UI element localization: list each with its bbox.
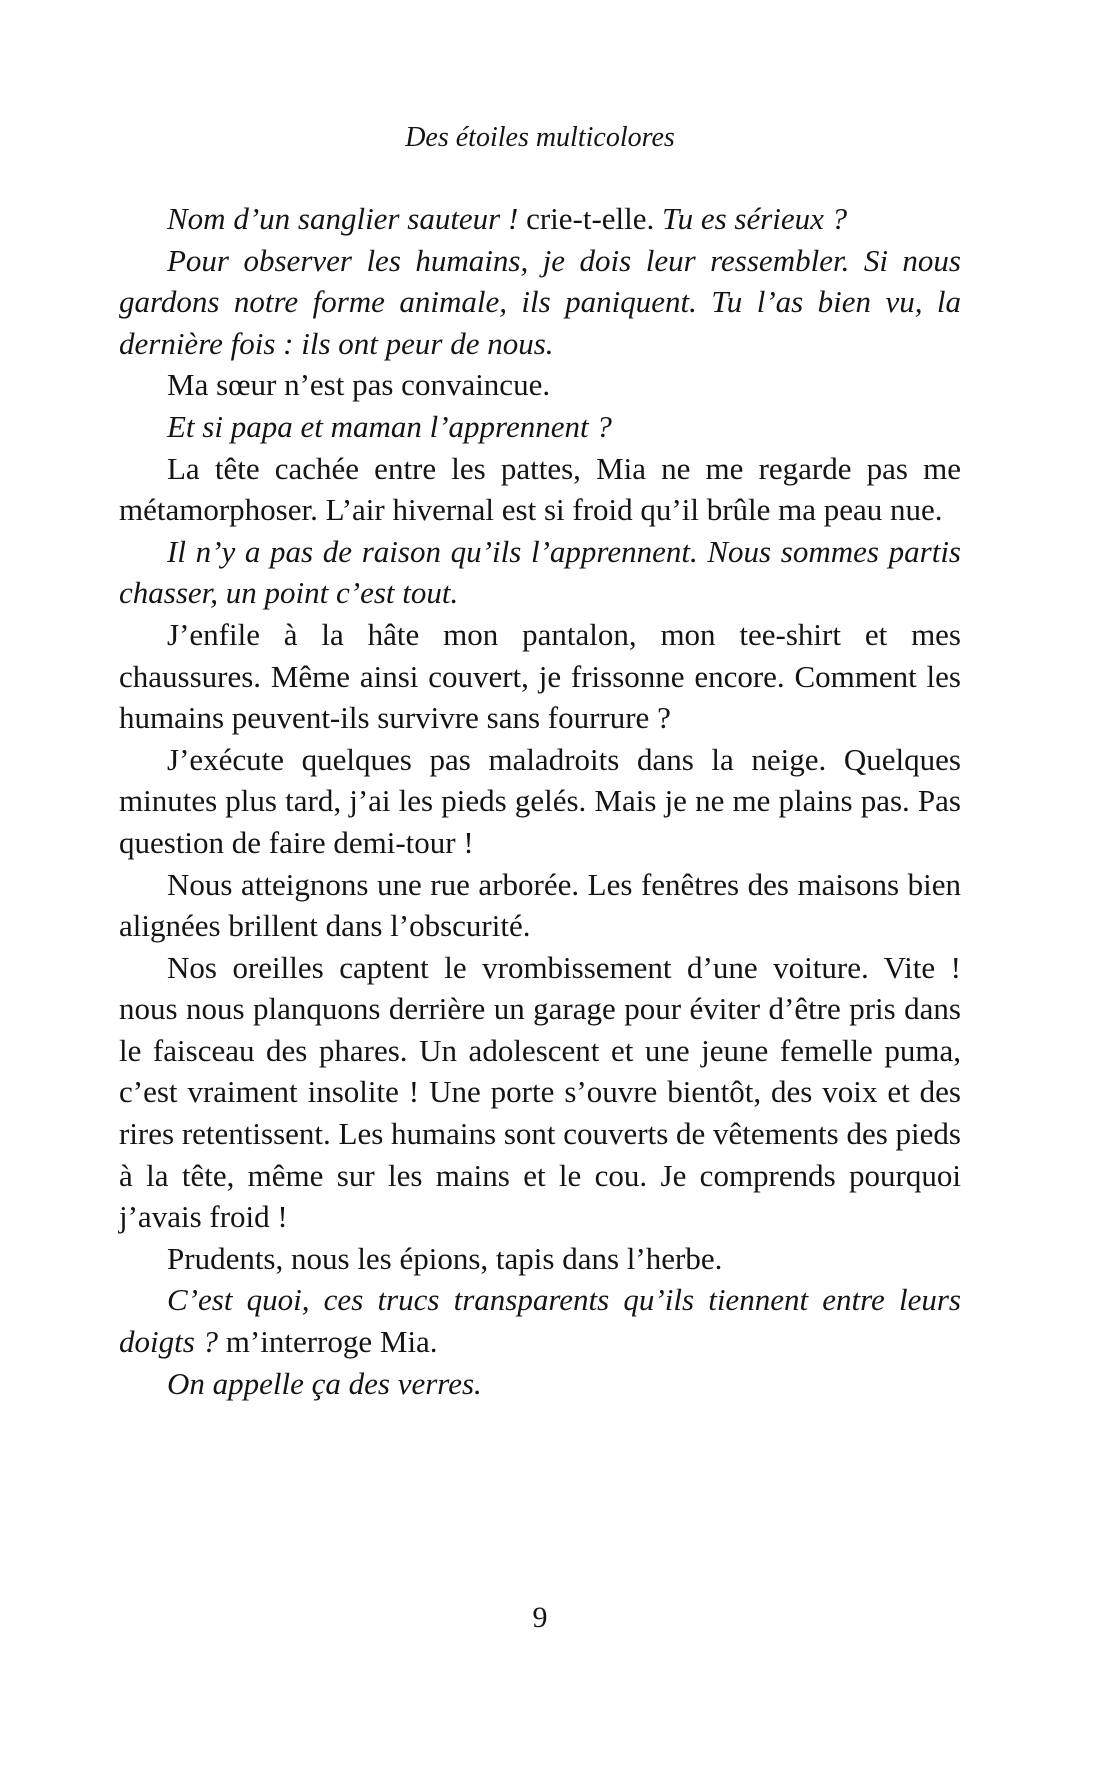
text-run-roman: J’exécute quelques pas maladroits dans la neige. Quelques minutes plus tard, j’ai les pieds gelés. Mais je ne me plains pas. Pas question de faire demi-tour ! — [119, 741, 961, 860]
text-run-italic: Il n’y a pas de raison qu’ils l’apprennent. Nous sommes partis chasser, un point c’est tout. — [119, 533, 961, 611]
text-run-roman: Nos oreilles captent le vrombissement d’une voiture. Vite ! nous nous planquons derrière un garage pour éviter d’être pris dans le faisceau des phares. Un adolescent et une jeune femelle puma, c’est vraiment insolite ! Une porte s’ouvre bientôt, des voix et des rires retentissent. Les humains sont couverts de vêtements des pieds à la tête, même sur les mains et le cou. Je comprends pourquoi j’avais froid ! — [119, 949, 961, 1235]
text-run-roman: Ma sœur n’est pas convaincue. — [167, 367, 551, 403]
text-run-roman: J’enfile à la hâte mon pantalon, mon tee-shirt et mes chaussures. Même ainsi couvert, je frissonne encore. Comment les humains peuvent-ils survivre sans fourrure ? — [119, 616, 961, 736]
text-run-roman: m’interroge Mia. — [225, 1324, 438, 1360]
paragraph — [119, 739, 961, 864]
text-run-italic: Nom d’un sanglier sauteur ! — [167, 201, 527, 236]
text-run-roman: La tête cachée entre les pattes, Mia ne me regarde pas me métamorphoser. L’air hivernal est si froid qu’il brûle ma peau nue. — [119, 450, 961, 528]
paragraph — [119, 864, 961, 947]
page-body — [119, 198, 961, 1404]
paragraph — [119, 448, 961, 531]
paragraph — [119, 947, 961, 1238]
text-run-italic: Tu es sérieux ? — [662, 201, 848, 236]
text-run-italic: Et si papa et maman l’apprennent ? — [167, 408, 612, 444]
paragraph — [119, 531, 961, 614]
paragraph — [119, 198, 961, 240]
running-header: Des étoiles multicolores — [405, 122, 675, 153]
text-run-italic: C’est quoi, ces trucs transparents qu’ils tiennent entre leurs doigts ? — [119, 1282, 961, 1360]
text-run-italic: On appelle ça des verres. — [167, 1365, 482, 1401]
paragraph — [119, 614, 961, 739]
paragraph — [119, 1238, 961, 1280]
text-run-italic: Pour observer les humains, je dois leur ressembler. Si nous gardons notre forme animale, ils paniquent. Tu l’as bien vu, la dernière fois : ils ont peur de nous. — [119, 242, 961, 361]
page-number: 9 — [532, 1601, 548, 1634]
paragraph — [119, 364, 961, 406]
text-run-roman: Prudents, nous les épions, tapis dans l’herbe. — [167, 1240, 723, 1276]
paragraph — [119, 1363, 961, 1405]
paragraph — [119, 240, 961, 365]
text-run-roman: crie-t-elle. — [526, 201, 663, 236]
text-run-roman: Nous atteignons une rue arborée. Les fenêtres des maisons bien alignées brillent dans l’obscurité. — [119, 866, 961, 944]
paragraph — [119, 1279, 961, 1362]
paragraph — [119, 406, 961, 448]
